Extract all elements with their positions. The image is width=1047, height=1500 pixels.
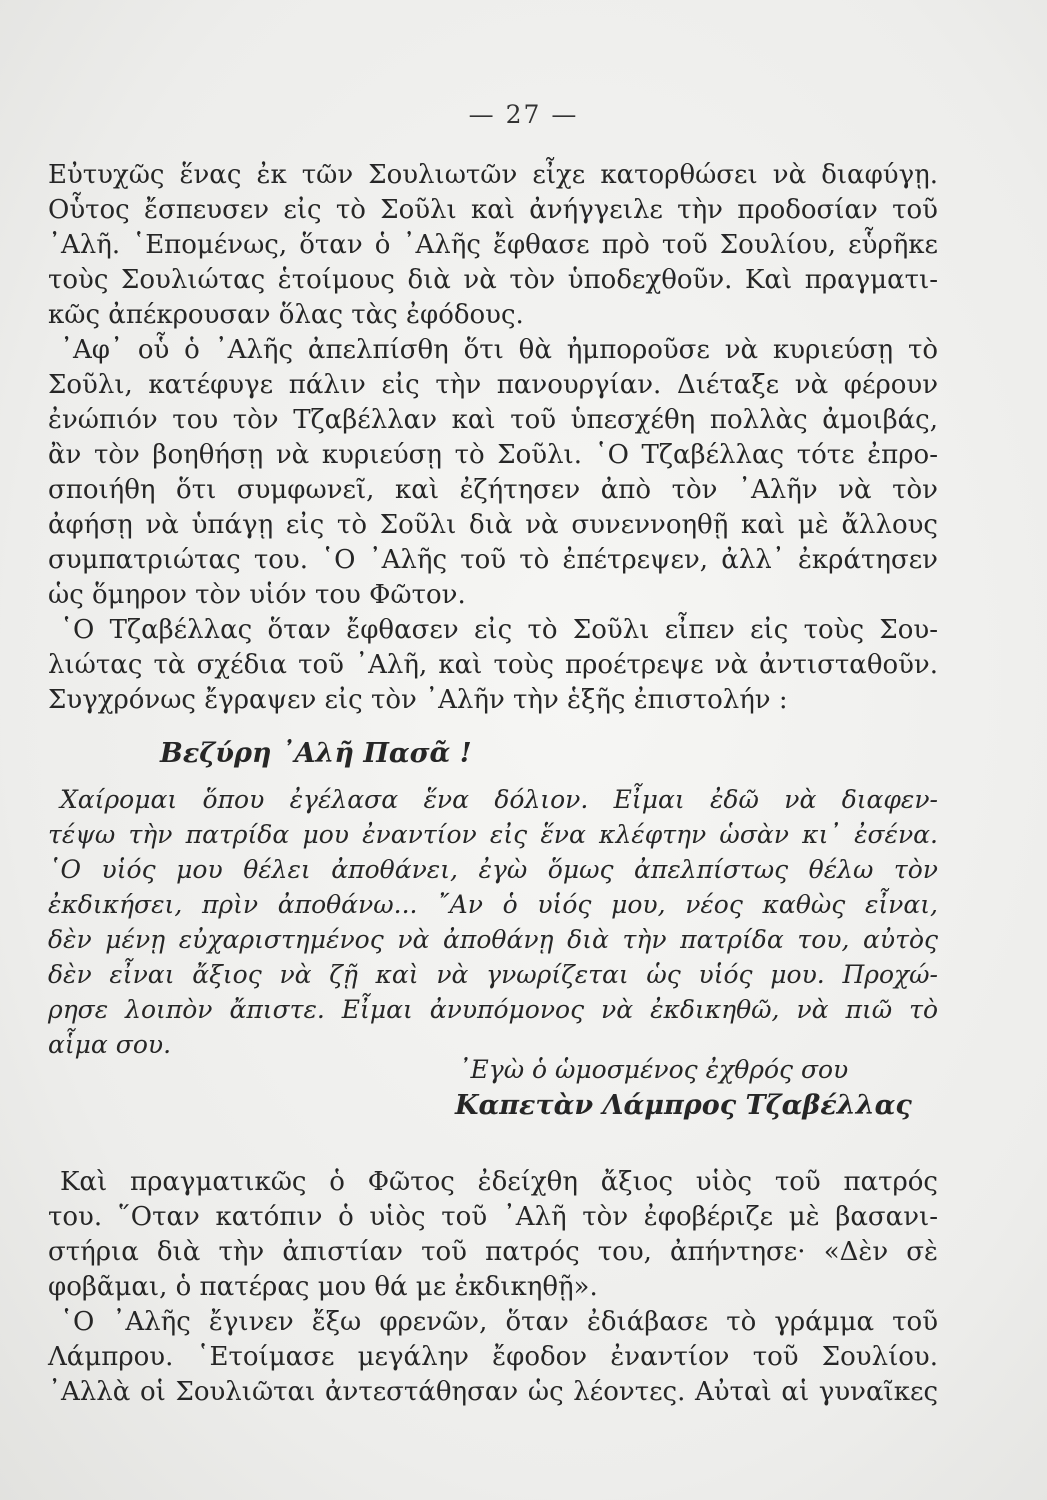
letter-closing: ᾿Εγὼ ὁ ὡμοσμένος ἐχθρός σου [458,1055,849,1084]
letter-line: ρησε λοιπὸν ἄπιστε. Εἶμαι ἀνυπόμονος νὰ ἐκδικηθῶ, νὰ πιῶ τὸ [48,995,938,1024]
text-line: λιώτας τὰ σχέδια τοῦ ᾿Αλῆ, καὶ τοὺς προέτρεψε νὰ ἀντισταθοῦν. [48,650,938,680]
text-line: του. ῞Οταν κατόπιν ὁ υἱὸς τοῦ ᾿Αλῆ τὸν ἐφοβέριζε μὲ βασανι- [48,1202,938,1232]
text-line: ἂν τὸν βοηθήσῃ νὰ κυριεύσῃ τὸ Σοῦλι. ῾Ο Τζαβέλλας τότε ἐπρο- [48,440,938,470]
text-line: σποιήθη ὅτι συμφωνεῖ, καὶ ἐζήτησεν ἀπὸ τὸν ᾿Αλῆν νὰ τὸν [48,475,938,505]
paragraph-3 [48,613,938,718]
paragraph-5 [48,1305,938,1410]
paragraph-4 [48,1165,938,1305]
text-line: Καὶ πραγματικῶς ὁ Φῶτος ἐδείχθη ἄξιος υἱὸς τοῦ πατρός [60,1167,938,1197]
text-line: ἀφήσῃ νὰ ὑπάγῃ εἰς τὸ Σοῦλι διὰ νὰ συνεννοηθῇ καὶ μὲ ἄλλους [48,510,938,540]
letter-line: δὲν εἶναι ἄξιος νὰ ζῇ καὶ νὰ γνωρίζεται ὡς υἱός μου. Προχώ- [48,960,938,989]
text-line: Σοῦλι, κατέφυγε πάλιν εἰς τὴν πανουργίαν. Διέταξε νὰ φέρουν [48,370,938,400]
text-line: Συγχρόνως ἔγραψεν εἰς τὸν ᾿Αλῆν τὴν ἑξῆς ἐπιστολήν : [48,685,788,715]
text-line: ἐνώπιόν του τὸν Τζαβέλλαν καὶ τοῦ ὑπεσχέθη πολλὰς ἀμοιβάς, [48,405,938,435]
letter-body [48,782,938,1062]
text-line: φοβᾶμαι, ὁ πατέρας μου θά με ἐκδικηθῇ». [48,1272,598,1302]
text-line: κῶς ἀπέκρουσαν ὅλας τὰς ἐφόδους. [48,300,524,330]
text-line: ὡς ὅμηρον τὸν υἱόν του Φῶτον. [48,580,466,610]
text-line: Οὗτος ἔσπευσεν εἰς τὸ Σοῦλι καὶ ἀνήγγειλε τὴν προδοσίαν τοῦ [48,195,938,225]
text-line: ᾿Αφ᾿ οὗ ὁ ᾿Αλῆς ἀπελπίσθη ὅτι θὰ ἠμποροῦσε νὰ κυριεύσῃ τὸ [60,335,938,365]
text-line: ᾿Αλῆ. ῾Επομένως, ὅταν ὁ ᾿Αλῆς ἔφθασε πρὸ τοῦ Σουλίου, εὗρῆκε [48,230,938,260]
text-line: ῾Ο ᾿Αλῆς ἔγινεν ἔξω φρενῶν, ὅταν ἐδιάβασε τὸ γράμμα τοῦ [60,1307,938,1337]
text-line: τοὺς Σουλιώτας ἑτοίμους διὰ νὰ τὸν ὑποδεχθοῦν. Καὶ πραγματι- [48,265,938,295]
text-line: ῾Ο Τζαβέλλας ὅταν ἔφθασεν εἰς τὸ Σοῦλι εἶπεν εἰς τοὺς Σου- [60,615,938,645]
letter-line: Χαίρομαι ὅπου ἐγέλασα ἕνα δόλιον. Εἶμαι ἐδῶ νὰ διαφεν- [60,785,938,814]
paragraph-1 [48,158,938,333]
paragraph-2 [48,333,938,613]
text-line: Εὐτυχῶς ἕνας ἐκ τῶν Σουλιωτῶν εἶχε κατορθώσει νὰ διαφύγῃ. [48,160,938,190]
letter-salutation: Βεζύρη ᾿Αλῆ Πασᾶ ! [160,738,472,769]
letter-line: τέψω τὴν πατρίδα μου ἐναντίον εἰς ἕνα κλέφτην ὡσὰν κι᾿ ἐσένα. [48,820,938,849]
letter-line: δὲν μένῃ εὐχαριστημένος νὰ ἀποθάνῃ διὰ τὴν πατρίδα του, αὐτὸς [48,925,938,954]
letter-line: αἷμα σου. [48,1030,172,1059]
letter-signature: Καπετὰν Λάμπρος Τζαβέλλας [455,1090,912,1121]
text-line: ᾿Αλλὰ οἱ Σουλιῶται ἀντεστάθησαν ὡς λέοντες. Αὐταὶ αἱ γυναῖκες [48,1377,938,1407]
text-line: στήρια διὰ τὴν ἀπιστίαν τοῦ πατρός του, ἀπήντησε· «Δὲν σὲ [48,1237,938,1267]
letter-line: ῾Ο υἱός μου θέλει ἀποθάνει, ἐγὼ ὅμως ἀπελπίστως θέλω τὸν [48,855,938,884]
letter-line: ἐκδικήσει, πρὶν ἀποθάνω... ῎Αν ὁ υἱός μου, νέος καθὼς εἶναι, [48,890,938,919]
text-line: συμπατριώτας του. ῾Ο ᾿Αλῆς τοῦ τὸ ἐπέτρεψεν, ἀλλ᾿ ἐκράτησεν [48,545,938,575]
text-line: Λάμπρου. ῾Ετοίμασε μεγάλην ἔφοδον ἐναντίον τοῦ Σουλίου. [48,1342,938,1372]
page-number: — 27 — [468,100,579,129]
